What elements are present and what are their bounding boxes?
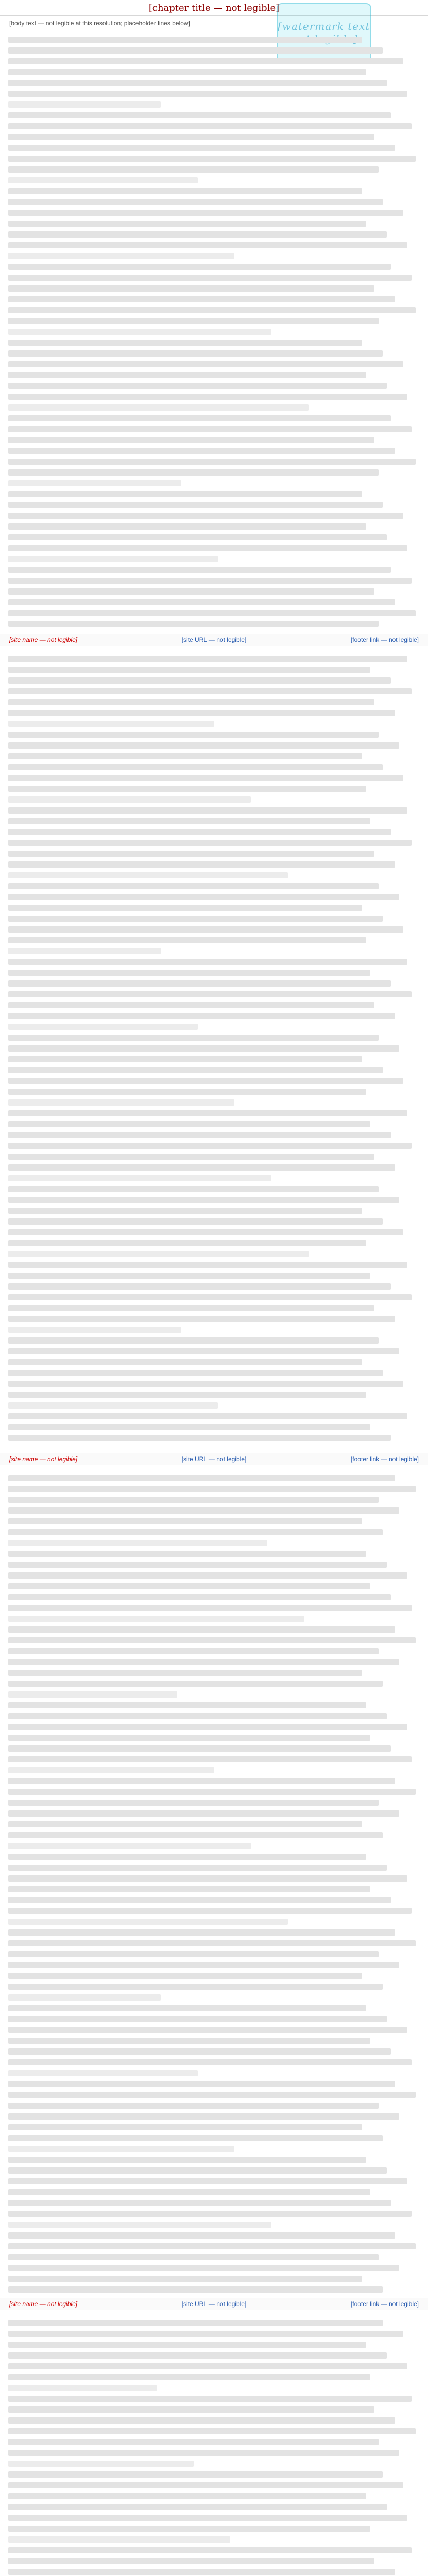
text-line-placeholder (8, 2417, 395, 2424)
text-line-placeholder (8, 1583, 370, 1589)
text-line-placeholder (8, 459, 416, 465)
text-line-placeholder (8, 970, 370, 976)
text-line-placeholder (8, 1013, 395, 1019)
text-line-placeholder (8, 1337, 379, 1344)
text-line-placeholder (8, 1067, 383, 1073)
text-line-placeholder (8, 1626, 395, 1633)
text-line-placeholder (8, 1767, 214, 1773)
text-line-placeholder (8, 1843, 251, 1849)
text-line-placeholder (8, 1316, 395, 1322)
text-line-placeholder (8, 177, 198, 183)
text-line-placeholder (8, 37, 362, 43)
text-line-placeholder (8, 491, 362, 497)
text-line-placeholder (8, 2048, 391, 2055)
text-line-placeholder (8, 567, 391, 573)
text-line-placeholder (8, 1605, 412, 1611)
text-line-placeholder (8, 307, 416, 313)
text-line-placeholder (8, 1951, 379, 1957)
text-line-placeholder (8, 1251, 309, 1257)
page-break-3 (0, 2298, 428, 2310)
text-line-placeholder (8, 69, 366, 75)
text-line-placeholder (8, 1099, 234, 1106)
text-line-placeholder (8, 318, 379, 324)
text-line-placeholder (8, 437, 374, 443)
text-line-placeholder (8, 872, 288, 878)
text-line-placeholder (8, 145, 395, 151)
text-line-placeholder (8, 166, 379, 173)
text-line-placeholder (8, 1381, 403, 1387)
text-line-placeholder (8, 2558, 374, 2564)
text-line-placeholder (8, 275, 412, 281)
text-line-placeholder (8, 123, 412, 129)
text-line-placeholder (8, 1218, 383, 1225)
text-line-placeholder (8, 426, 412, 432)
text-line-placeholder (8, 796, 251, 803)
text-line-placeholder (8, 1370, 383, 1376)
text-line-placeholder (8, 2157, 366, 2163)
page-break-url[interactable]: [site URL — not legible] (181, 636, 247, 643)
text-line-placeholder (8, 2211, 412, 2217)
text-line-placeholder (8, 1392, 366, 1398)
text-line-placeholder (8, 2286, 383, 2293)
text-line-placeholder (8, 1929, 395, 1936)
text-line-placeholder (8, 2493, 366, 2499)
text-line-placeholder (8, 199, 383, 205)
text-line-placeholder (8, 1821, 362, 1827)
content-note: [body text — not legible at this resolution; placeholder lines below] (9, 20, 190, 27)
text-line-placeholder (8, 58, 403, 64)
text-line-placeholder (8, 1756, 412, 1762)
text-line-placeholder (8, 732, 379, 738)
text-line-placeholder (8, 677, 391, 684)
text-line-placeholder (8, 2038, 370, 2044)
text-line-placeholder (8, 1197, 399, 1203)
text-line-placeholder (8, 1056, 362, 1062)
text-line-placeholder (8, 1132, 391, 1138)
text-line-placeholder (8, 861, 395, 868)
text-line-placeholder (8, 1507, 399, 1514)
text-line-placeholder (8, 296, 395, 302)
text-line-placeholder (8, 1865, 387, 1871)
text-line-placeholder (8, 1024, 198, 1030)
text-line-placeholder (8, 1670, 362, 1676)
text-line-placeholder (8, 221, 366, 227)
text-line-placeholder (8, 2363, 407, 2369)
text-line-placeholder (8, 329, 271, 335)
text-line-placeholder (8, 350, 383, 357)
text-line-placeholder (8, 721, 214, 727)
text-line-placeholder (8, 188, 362, 194)
text-line-placeholder (8, 1702, 366, 1708)
text-line-placeholder (8, 851, 374, 857)
page-break-site: [site name — not legible] (9, 2300, 78, 2308)
text-line-placeholder (8, 980, 391, 987)
text-line-placeholder (8, 753, 362, 759)
text-line-placeholder (8, 1348, 399, 1354)
text-line-placeholder (8, 2396, 412, 2402)
text-line-placeholder (8, 1273, 370, 1279)
text-line-placeholder (8, 1486, 416, 1492)
text-line-placeholder (8, 2461, 194, 2467)
text-line-placeholder (8, 231, 387, 238)
text-line-placeholder (8, 883, 379, 889)
text-line-placeholder (8, 1240, 366, 1246)
text-line-placeholder (8, 1562, 387, 1568)
text-line-placeholder (8, 513, 403, 519)
text-line-placeholder (8, 2450, 399, 2456)
text-line-placeholder (8, 1186, 379, 1192)
text-block-1 (8, 32, 420, 630)
text-line-placeholder (8, 1262, 407, 1268)
page-break-1 (0, 634, 428, 646)
text-line-placeholder (8, 1735, 370, 1741)
text-line-placeholder (8, 656, 407, 662)
text-line-placeholder (8, 1994, 161, 2001)
text-line-placeholder (8, 2092, 416, 2098)
text-line-placeholder (8, 840, 412, 846)
text-line-placeholder (8, 2482, 403, 2488)
text-line-placeholder (8, 242, 407, 248)
text-line-placeholder (8, 502, 383, 508)
text-line-placeholder (8, 361, 403, 367)
text-line-placeholder (8, 2135, 383, 2141)
text-line-placeholder (8, 2352, 387, 2359)
text-line-placeholder (8, 699, 374, 705)
text-line-placeholder (8, 2178, 407, 2184)
text-line-placeholder (8, 1789, 416, 1795)
text-line-placeholder (8, 1283, 391, 1290)
text-line-placeholder (8, 1745, 391, 1752)
text-line-placeholder (8, 210, 403, 216)
text-line-placeholder (8, 1919, 288, 1925)
text-line-placeholder (8, 448, 395, 454)
text-line-placeholder (8, 1294, 412, 1300)
text-line-placeholder (8, 2265, 399, 2271)
text-line-placeholder (8, 1854, 366, 1860)
text-line-placeholder (8, 1475, 395, 1481)
text-line-placeholder (8, 2146, 234, 2152)
page-break-url[interactable]: [site URL — not legible] (181, 2300, 247, 2308)
text-line-placeholder (8, 2254, 379, 2260)
text-line-placeholder (8, 764, 383, 770)
text-line-placeholder (8, 1908, 412, 1914)
text-line-placeholder (8, 937, 366, 943)
text-line-placeholder (8, 1035, 379, 1041)
text-line-placeholder (8, 47, 383, 54)
text-line-placeholder (8, 667, 370, 673)
text-line-placeholder (8, 578, 412, 584)
text-line-placeholder (8, 2232, 395, 2239)
text-line-placeholder (8, 556, 218, 562)
text-line-placeholder (8, 404, 309, 411)
text-line-placeholder (8, 2428, 416, 2434)
text-line-placeholder (8, 710, 395, 716)
text-line-placeholder (8, 1413, 407, 1419)
text-line-placeholder (8, 588, 374, 595)
text-line-placeholder (8, 2200, 391, 2206)
page-break-2 (0, 1453, 428, 1465)
text-line-placeholder (8, 894, 399, 900)
text-line-placeholder (8, 2070, 198, 2076)
text-line-placeholder (8, 2189, 370, 2195)
text-line-placeholder (8, 1154, 374, 1160)
text-line-placeholder (8, 394, 407, 400)
chapter-title: [chapter title — not legible] (0, 0, 428, 16)
text-line-placeholder (8, 1402, 218, 1409)
text-line-placeholder (8, 2016, 387, 2022)
text-line-placeholder (8, 1637, 416, 1643)
text-line-placeholder (8, 1497, 379, 1503)
text-line-placeholder (8, 1327, 181, 1333)
text-line-placeholder (8, 2113, 399, 2120)
page-break-url[interactable]: [site URL — not legible] (181, 1455, 247, 1463)
text-line-placeholder (8, 1681, 383, 1687)
text-line-placeholder (8, 1121, 370, 1127)
text-line-placeholder (8, 156, 416, 162)
text-line-placeholder (8, 948, 161, 954)
text-line-placeholder (8, 372, 366, 378)
text-line-placeholder (8, 2569, 395, 2575)
text-line-placeholder (8, 959, 407, 965)
text-line-placeholder (8, 775, 403, 781)
text-line-placeholder (8, 1551, 366, 1557)
text-line-placeholder (8, 1724, 407, 1730)
text-line-placeholder (8, 469, 379, 476)
text-line-placeholder (8, 2515, 407, 2521)
text-line-placeholder (8, 2331, 403, 2337)
text-line-placeholder (8, 1164, 395, 1171)
text-block-4 (8, 2315, 420, 2576)
text-line-placeholder (8, 1659, 399, 1665)
text-line-placeholder (8, 112, 391, 118)
text-line-placeholder (8, 1886, 370, 1892)
text-line-placeholder (8, 742, 399, 749)
text-line-placeholder (8, 2342, 366, 2348)
text-line-placeholder (8, 545, 407, 551)
text-line-placeholder (8, 807, 407, 814)
text-line-placeholder (8, 610, 416, 616)
text-line-placeholder (8, 688, 412, 694)
text-line-placeholder (8, 2027, 407, 2033)
text-line-placeholder (8, 1810, 399, 1817)
watermark-logo: [watermark text (277, 3, 371, 62)
text-line-placeholder (8, 1359, 362, 1365)
text-block-2 (8, 651, 420, 1450)
text-line-placeholder (8, 1832, 383, 1838)
text-line-placeholder (8, 926, 403, 933)
text-line-placeholder (8, 786, 366, 792)
text-line-placeholder (8, 2385, 157, 2391)
text-line-placeholder (8, 1940, 416, 1946)
text-line-placeholder (8, 2374, 370, 2380)
text-line-placeholder (8, 1045, 399, 1052)
text-line-placeholder (8, 91, 407, 97)
text-line-placeholder (8, 1875, 407, 1882)
text-line-placeholder (8, 1540, 267, 1546)
text-block-3 (8, 1470, 420, 2295)
text-line-placeholder (8, 2406, 374, 2413)
text-line-placeholder (8, 340, 362, 346)
text-line-placeholder (8, 1594, 391, 1600)
text-line-placeholder (8, 1110, 407, 1116)
text-line-placeholder (8, 2005, 366, 2011)
text-line-placeholder (8, 1305, 374, 1311)
text-line-placeholder (8, 1002, 374, 1008)
text-line-placeholder (8, 2167, 387, 2174)
text-line-placeholder (8, 2547, 412, 2553)
text-line-placeholder (8, 2536, 230, 2543)
text-line-placeholder (8, 2081, 395, 2087)
text-line-placeholder (8, 905, 362, 911)
text-line-placeholder (8, 599, 395, 605)
page-break-site: [site name — not legible] (9, 636, 78, 643)
text-line-placeholder (8, 1208, 362, 1214)
text-line-placeholder (8, 818, 370, 824)
text-line-placeholder (8, 2504, 387, 2510)
text-line-placeholder (8, 1078, 403, 1084)
page-break-link[interactable]: [footer link — not legible] (350, 2300, 419, 2308)
text-line-placeholder (8, 1691, 177, 1698)
text-line-placeholder (8, 829, 391, 835)
text-line-placeholder (8, 2124, 362, 2130)
text-line-placeholder (8, 253, 234, 259)
text-line-placeholder (8, 80, 387, 86)
text-line-placeholder (8, 1089, 366, 1095)
text-line-placeholder (8, 1518, 362, 1524)
text-line-placeholder (8, 264, 391, 270)
text-line-placeholder (8, 383, 387, 389)
text-line-placeholder (8, 101, 161, 108)
text-line-placeholder (8, 2103, 379, 2109)
text-line-placeholder (8, 2439, 379, 2445)
text-line-placeholder (8, 1529, 383, 1535)
text-line-placeholder (8, 2471, 383, 2478)
text-line-placeholder (8, 1572, 407, 1579)
page-break-link[interactable]: [footer link — not legible] (350, 636, 419, 643)
text-line-placeholder (8, 134, 374, 140)
text-line-placeholder (8, 2059, 412, 2065)
text-line-placeholder (8, 2243, 416, 2249)
text-line-placeholder (8, 1973, 362, 1979)
text-line-placeholder (8, 2222, 271, 2228)
text-line-placeholder (8, 916, 383, 922)
text-line-placeholder (8, 1424, 370, 1430)
text-line-placeholder (8, 1229, 403, 1235)
text-line-placeholder (8, 991, 412, 997)
text-line-placeholder (8, 2320, 383, 2326)
page-break-site: [site name — not legible] (9, 1455, 78, 1463)
text-line-placeholder (8, 2526, 370, 2532)
text-line-placeholder (8, 480, 181, 486)
text-line-placeholder (8, 523, 366, 530)
text-line-placeholder (8, 534, 387, 540)
text-line-placeholder (8, 415, 391, 421)
text-line-placeholder (8, 1897, 391, 1903)
text-line-placeholder (8, 621, 379, 627)
text-line-placeholder (8, 285, 374, 292)
text-line-placeholder (8, 1435, 391, 1441)
text-line-placeholder (8, 1778, 395, 1784)
text-line-placeholder (8, 2276, 362, 2282)
text-line-placeholder (8, 1713, 387, 1719)
text-line-placeholder (8, 1616, 304, 1622)
text-line-placeholder (8, 1984, 383, 1990)
text-line-placeholder (8, 1800, 379, 1806)
text-line-placeholder (8, 1143, 412, 1149)
text-line-placeholder (8, 1648, 379, 1654)
page-break-link[interactable]: [footer link — not legible] (350, 1455, 419, 1463)
text-line-placeholder (8, 1962, 399, 1968)
text-line-placeholder (8, 1175, 271, 1181)
